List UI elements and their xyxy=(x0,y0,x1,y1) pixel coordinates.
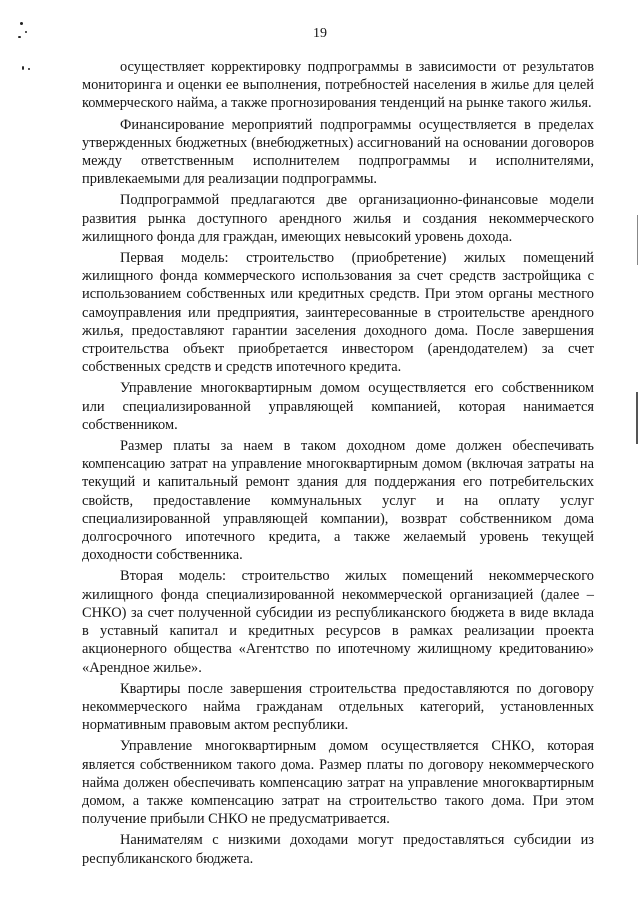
paragraph: Нанимателям с низкими доходами могут предоставляться субсидии из республиканского бюджета. xyxy=(82,832,594,867)
paragraph: Вторая модель: строительство жилых помещений некоммерческого жилищного фонда специализированной некоммерческой организацией (далее – СНКО) за счет полученной субсидии из республиканского бюджета в виде вклада в уставный капитал и кредитных ресурсов в рамках реализации проекта акционерного общества «Агентство по ипотечному жилищному кредитованию» «Арендное жилье». xyxy=(82,568,594,676)
paragraph: Квартиры после завершения строительства предоставляются по договору некоммерческого найма гражданам отдельных категорий, установленных нормативным правовым актом республики. xyxy=(82,680,594,734)
paragraph: Управление многоквартирным домом осуществляется СНКО, которая является собственником такого дома. Размер платы по договору некоммерческого найма должен обеспечивать компенсацию затрат на управление многоквартирным домом, а также компенсацию затрат на строительство такого дома. При этом получение прибыли СНКО не предусматривается. xyxy=(82,738,594,828)
paragraph: Первая модель: строительство (приобретение) жилых помещений жилищного фонда коммерческого использования за счет средств застройщика с использованием собственных или кредитных средств. При этом органы местного самоуправления или предприятия, заинтересованные в строительстве арендного жилья, предоставляют гарантии заселения доходного дома. После завершения строительства объект приобретается инвестором (арендодателем) за счет собственных средств и средств ипотечного кредита. xyxy=(82,250,594,376)
document-body xyxy=(82,58,594,868)
paragraph: Подпрограммой предлагаются две организационно-финансовые модели развития рынка доступного арендного жилья и создания некоммерческого жилищного фонда для граждан, имеющих невысокий уровень дохода. xyxy=(82,192,594,245)
paragraph: Размер платы за наем в таком доходном доме должен обеспечивать компенсацию затрат на управление многоквартирным домом (включая затраты на текущий и капитальный ремонт здания для поддержания его потребительских свойств, предоставление коммунальных услуг и на оплату услуг специализированной управляющей компании), возврат собственником дома долгосрочного ипотечного кредита, а также желаемый уровень текущей доходности собственника. xyxy=(82,438,594,564)
paragraph: Управление многоквартирным домом осуществляется его собственником или специализированной управляющей компанией, которая нанимается собственником. xyxy=(82,380,594,433)
page-number: 19 xyxy=(313,26,327,41)
paragraph: осуществляет корректировку подпрограммы в зависимости от результатов мониторинга и оценки ее выполнения, потребностей населения в жилье для целей коммерческого найма, а также прогнозирования тенденций на рынке такого жилья. xyxy=(82,59,594,112)
paragraph: Финансирование мероприятий подпрограммы осуществляется в пределах утвержденных бюджетных (внебюджетных) ассигнований на основании договоров между ответственным исполнителем подпрограммы и исполнителями, привлекаемыми для реализации подпрограммы. xyxy=(82,116,594,188)
